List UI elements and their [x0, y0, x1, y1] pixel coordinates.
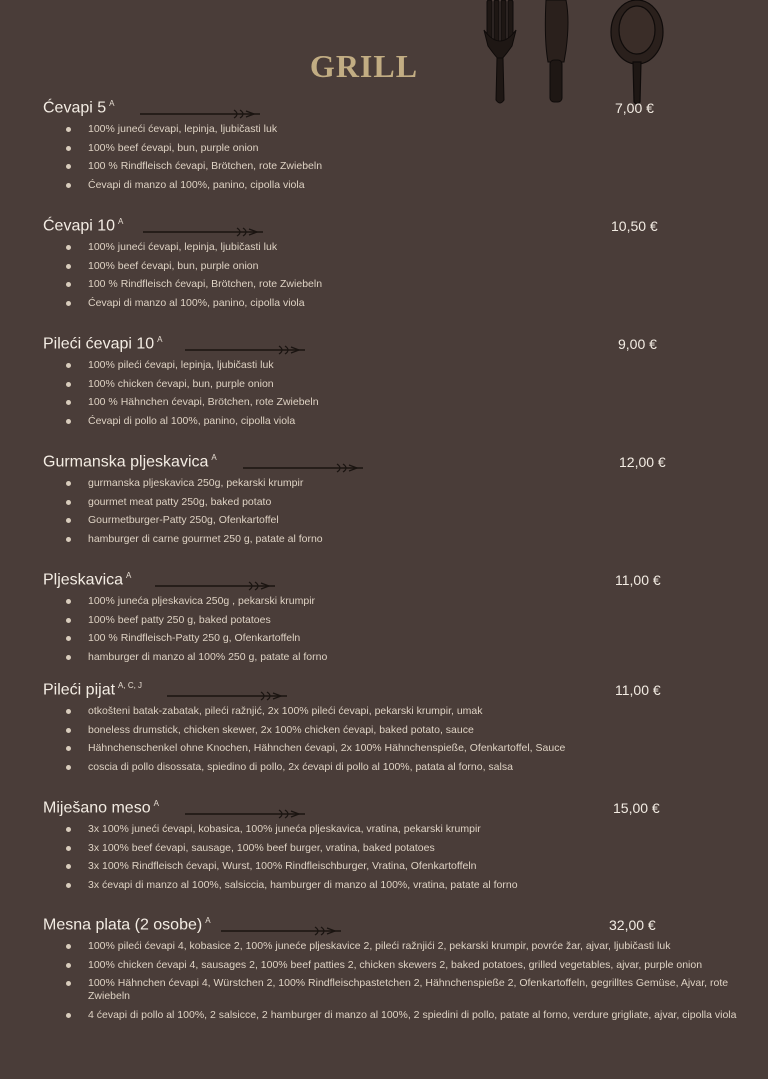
item-name: Pljeskavica $^A$ [43, 571, 132, 589]
menu-item [43, 99, 743, 197]
list-item: gurmanska pljeskavica 250g, pekarski krumpir [88, 477, 743, 490]
ornamental-divider-icon [155, 581, 275, 591]
item-price: 12,00 € [619, 454, 666, 470]
allergen-code: A [153, 799, 159, 808]
menu-item [43, 799, 743, 897]
list-item: gourmet meat patty 250g, baked potato [88, 496, 743, 509]
allergen-code: A, C, J [118, 681, 143, 690]
ornamental-divider-icon [167, 691, 287, 701]
item-name: Ćevapi 5 $^A$ [43, 99, 115, 117]
cutlery-fork-knife-spoon-icon [462, 0, 682, 108]
list-item: 3x 100% Rindfleisch ćevapi, Wurst, 100% Rindfleischburger, Vratina, Ofenkartoffeln [88, 860, 743, 873]
ornamental-divider-icon [221, 926, 341, 936]
item-price: 10,50 € [611, 218, 658, 234]
item-name: Mesna plata (2 osobe) $^A$ [43, 916, 211, 934]
menu-item [43, 217, 743, 315]
list-item: 100% beef ćevapi, bun, purple onion [88, 260, 743, 273]
menu-title: GRILL [309, 48, 419, 84]
list-item: 100% juneći ćevapi, lepinja, ljubičasti luk [88, 241, 743, 254]
list-item: otkošteni batak-zabatak, pileći ražnjić, 2x 100% pileći ćevapi, pekarski krumpir, umak [88, 705, 743, 718]
menu-item [43, 453, 743, 551]
item-description-list [43, 241, 743, 310]
item-description-list [43, 359, 743, 428]
list-item: Gourmetburger-Patty 250g, Ofenkartoffel [88, 514, 743, 527]
item-description-list [43, 595, 743, 664]
list-item: 100% pileći ćevapi, lepinja, ljubičasti luk [88, 359, 743, 372]
allergen-code: A [126, 571, 132, 580]
menu-item [43, 335, 743, 433]
allergen-code: A [109, 99, 115, 108]
item-price: 11,00 € [615, 682, 661, 698]
item-name: Pileći ćevapi 10 $^A$ [43, 335, 163, 353]
ornamental-divider-icon [140, 109, 260, 119]
ornamental-divider-icon [143, 227, 263, 237]
list-item: 100% Hähnchen ćevapi 4, Würstchen 2, 100% Rindfleischpastetchen 2, Hähnchenspieße 2, Ofenkartoffeln, gegrilltes Gemüse, Ajvar, rote Zwiebeln [88, 977, 743, 1003]
ornamental-divider-icon [185, 809, 305, 819]
list-item: 4 ćevapi di pollo al 100%, 2 salsicce, 2 hamburger di manzo al 100%, 2 spiedini di pollo, patate al forno, verdure grigliate, ajvar, cipolla viola [88, 1009, 743, 1022]
menu-item [43, 681, 743, 779]
allergen-code: A [157, 335, 163, 344]
list-item: 3x ćevapi di manzo al 100%, salsiccia, hamburger di manzo al 100%, vratina, patate al forno [88, 879, 743, 892]
item-description-list [43, 940, 743, 1022]
list-item: 100% beef ćevapi, bun, purple onion [88, 142, 743, 155]
list-item: Ćevapi di manzo al 100%, panino, cipolla viola [88, 179, 743, 192]
list-item: hamburger di carne gourmet 250 g, patate al forno [88, 533, 743, 546]
list-item: 100% chicken ćevapi, bun, purple onion [88, 378, 743, 391]
item-price: 11,00 € [615, 572, 661, 588]
item-price: 7,00 € [615, 100, 654, 116]
list-item: Hähnchenschenkel ohne Knochen, Hähnchen ćevapi, 2x 100% Hähnchenspieße, Ofenkartoffel, Sauce [88, 742, 743, 755]
ornamental-divider-icon [243, 463, 363, 473]
allergen-code: A [118, 217, 124, 226]
list-item: 100 % Rindfleisch ćevapi, Brötchen, rote Zwiebeln [88, 278, 743, 291]
item-price: 9,00 € [618, 336, 657, 352]
list-item: 100% juneći ćevapi, lepinja, ljubičasti luk [88, 123, 743, 136]
list-item: Ćevapi di pollo al 100%, panino, cipolla viola [88, 415, 743, 428]
allergen-code: A [211, 453, 217, 462]
item-name: Gurmanska pljeskavica $^A$ [43, 453, 217, 471]
item-price: 32,00 € [609, 917, 656, 933]
allergen-code: A [205, 916, 211, 925]
item-description-list [43, 123, 743, 192]
item-name: Miješano meso $^A$ [43, 799, 159, 817]
list-item: coscia di pollo disossata, spiedino di pollo, 2x ćevapi di pollo al 100%, patata al forno, salsa [88, 761, 743, 774]
menu-item [43, 571, 743, 669]
list-item: boneless drumstick, chicken skewer, 2x 100% chicken ćevapi, baked potato, sauce [88, 724, 743, 737]
list-item: hamburger di manzo al 100% 250 g, patate al forno [88, 651, 743, 664]
item-description-list [43, 477, 743, 546]
list-item: 100 % Hähnchen ćevapi, Brötchen, rote Zwiebeln [88, 396, 743, 409]
ornamental-divider-icon [185, 345, 305, 355]
list-item: 100% chicken ćevapi 4, sausages 2, 100% beef patties 2, chicken skewers 2, baked potatoes, grilled vegetables, ajvar, purple onion [88, 959, 743, 972]
item-name: Ćevapi 10 $^A$ [43, 217, 124, 235]
item-description-list [43, 823, 743, 892]
list-item: 100 % Rindfleisch-Patty 250 g, Ofenkartoffeln [88, 632, 743, 645]
list-item: 100% beef patty 250 g, baked potatoes [88, 614, 743, 627]
item-price: 15,00 € [613, 800, 660, 816]
item-description-list [43, 705, 743, 774]
list-item: 100% pileći ćevapi 4, kobasice 2, 100% juneće pljeskavice 2, pileći ražnjići 2, pekarski krumpir, povrće žar, ajvar, ljubičasti luk [88, 940, 743, 953]
list-item: 3x 100% juneći ćevapi, kobasica, 100% juneća pljeskavica, vratina, pekarski krumpir [88, 823, 743, 836]
item-name: Pileći pijat $^{A, C, J}$ [43, 681, 143, 699]
menu-item [43, 916, 743, 1027]
list-item: 3x 100% beef ćevapi, sausage, 100% beef burger, vratina, baked potatoes [88, 842, 743, 855]
list-item: Ćevapi di manzo al 100%, panino, cipolla viola [88, 297, 743, 310]
list-item: 100% juneća pljeskavica 250g , pekarski krumpir [88, 595, 743, 608]
list-item: 100 % Rindfleisch ćevapi, Brötchen, rote Zwiebeln [88, 160, 743, 173]
